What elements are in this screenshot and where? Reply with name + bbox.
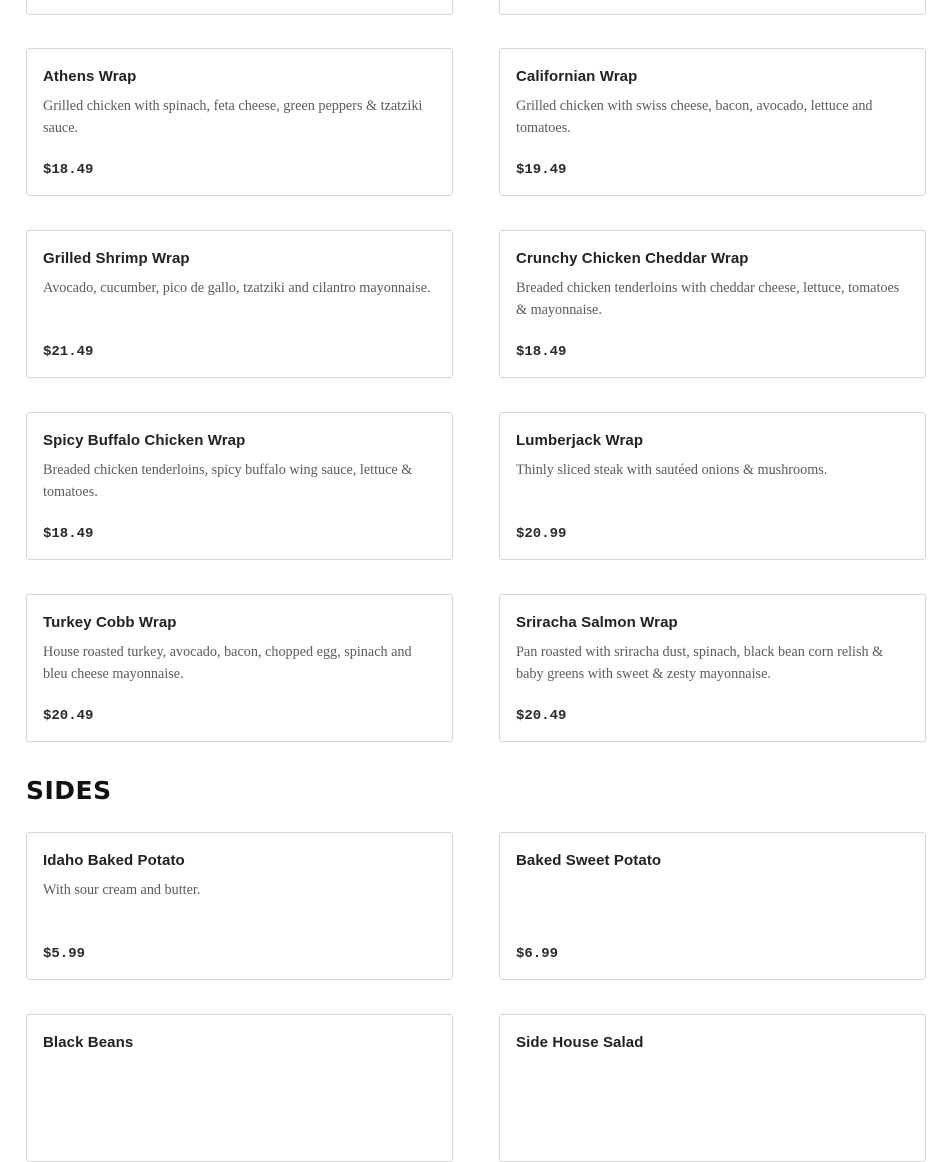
menu-item-card[interactable] [499, 594, 926, 742]
item-price: $19.49 [516, 162, 567, 178]
item-name: Athens Wrap [43, 68, 137, 85]
item-price: $5.99 [43, 946, 86, 962]
menu-item-card[interactable] [26, 832, 453, 980]
item-price: $20.99 [516, 526, 567, 542]
item-description: Grilled chicken with spinach, feta cheese, green peppers & tzatziki sauce. [43, 98, 423, 136]
item-price: $6.99 [516, 946, 559, 962]
item-price: $21.49 [43, 344, 94, 360]
item-description: Breaded chicken tenderloins, spicy buffalo wing sauce, lettuce & tomatoes. [43, 462, 413, 500]
item-price: $18.49 [43, 162, 94, 178]
menu-item-card[interactable] [499, 230, 926, 378]
item-description: Breaded chicken tenderloins with cheddar cheese, lettuce, tomatoes & mayonnaise. [516, 280, 900, 318]
item-description: Avocado, cucumber, pico de gallo, tzatziki and cilantro mayonnaise. [43, 280, 431, 296]
item-name: Californian Wrap [516, 68, 638, 85]
item-name: Crunchy Chicken Cheddar Wrap [516, 250, 749, 267]
menu-item-card[interactable] [26, 1014, 453, 1162]
menu-item-card[interactable] [26, 412, 453, 560]
menu-item-card[interactable] [499, 832, 926, 980]
item-name: Turkey Cobb Wrap [43, 614, 177, 631]
item-price: $20.49 [516, 708, 567, 724]
item-name: Lumberjack Wrap [516, 432, 644, 449]
item-name: Grilled Shrimp Wrap [43, 250, 190, 267]
item-name: Idaho Baked Potato [43, 852, 185, 869]
item-price: $20.49 [43, 708, 94, 724]
item-price: $18.49 [43, 526, 94, 542]
item-name: Side House Salad [516, 1034, 644, 1051]
item-description: Thinly sliced steak with sautéed onions & mushrooms. [516, 462, 828, 478]
item-name: Sriracha Salmon Wrap [516, 614, 678, 631]
item-description: House roasted turkey, avocado, bacon, chopped egg, spinach and bleu cheese mayonnaise. [43, 644, 412, 682]
section-heading-sides: SIDES [26, 776, 112, 805]
menu-item-card[interactable] [26, 230, 453, 378]
item-name: Baked Sweet Potato [516, 852, 662, 869]
item-description: With sour cream and butter. [43, 882, 201, 898]
item-name: Black Beans [43, 1034, 134, 1051]
item-name: Spicy Buffalo Chicken Wrap [43, 432, 246, 449]
menu-item-card-partial[interactable] [499, 0, 926, 15]
menu-item-card[interactable] [26, 48, 453, 196]
menu-item-card[interactable] [499, 1014, 926, 1162]
menu-item-card-partial[interactable] [26, 0, 453, 15]
item-price: $18.49 [516, 344, 567, 360]
menu-item-card[interactable] [26, 594, 453, 742]
item-description: Pan roasted with sriracha dust, spinach, black bean corn relish & baby greens with sweet & zesty mayonnaise. [516, 644, 884, 682]
menu-item-card[interactable] [499, 48, 926, 196]
item-description: Grilled chicken with swiss cheese, bacon, avocado, lettuce and tomatoes. [516, 98, 873, 136]
menu-item-card[interactable] [499, 412, 926, 560]
